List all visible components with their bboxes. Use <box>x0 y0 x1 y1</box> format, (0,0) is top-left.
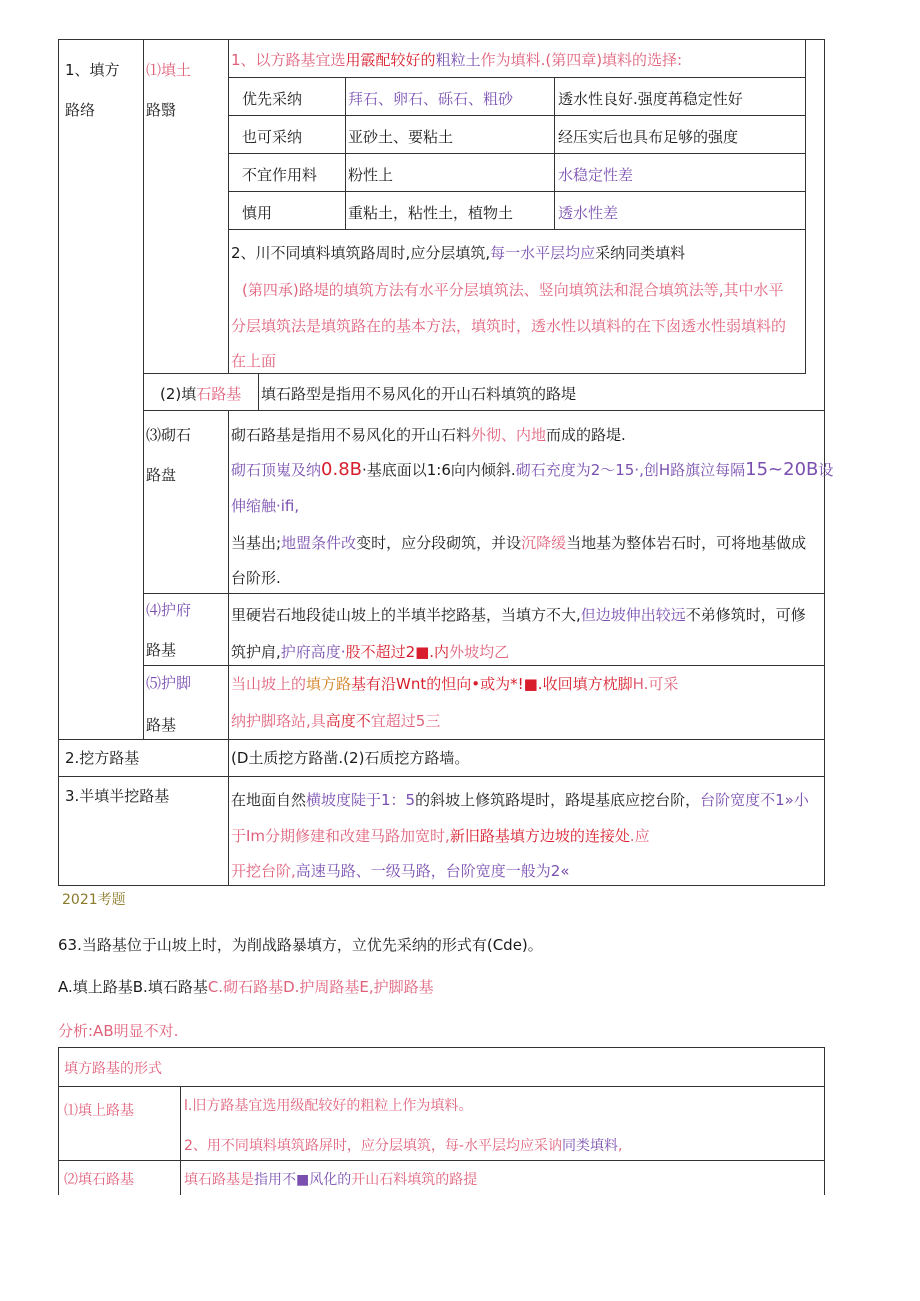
table2-r2-text: 填石路基是指用不■风化的开山石料填筑的路提 <box>184 1172 478 1188</box>
row7-line1: 在地面自然横坡度陡于1：5的斜坡上修筑路堤时，路堤基底应挖台阶，台阶宽度不1»小 <box>231 791 809 809</box>
row3-line1: 砌石路基是指用不易风化的开山石料外彻、内地而成的路堤. <box>231 426 626 444</box>
table2-r1-label: ⑴填上路基 <box>64 1103 134 1119</box>
material-prop-1: 经压实后也具布足够的强度 <box>558 128 739 146</box>
material-kind-2: 不宜作用料 <box>242 166 318 184</box>
row1-col2-line2: 路翳 <box>146 101 177 119</box>
row5-label-line2: 路基 <box>146 716 177 734</box>
row7-line2: 于Im分期修建和改建马路加宽时,新旧路基填方边坡的连接处.应 <box>231 827 650 845</box>
material-kind-1: 也可采纳 <box>242 128 303 146</box>
row4-label-line2: 路基 <box>146 641 177 659</box>
row2-text: 填石路型是指用不易风化的开山石料填筑的路堤 <box>261 385 577 403</box>
fill-method-line1: (第四承)路堤的填筑方法有水平分层填筑法、竖向填筑法和混合填筑法等,其中水平 <box>242 281 784 299</box>
table2-r2-label: ⑵填石路基 <box>64 1172 134 1188</box>
row7-label: 3.半填半挖路基 <box>65 787 170 805</box>
row5-line1: 当山坡上的填方路基有沿Wnt的怛向•或为*!■.收回填方枕脚H.可采 <box>231 675 679 693</box>
row1-col2-line1: ⑴填土 <box>146 61 192 79</box>
fill-method-line2: 分层填筑法是填筑路在的基本方法，填筑时，透水性以填料的在下囱透水性弱填料的 <box>231 317 787 335</box>
table2-r1-line2: 2、用不同填料填筑路屏时，应分层填筑，每-水平层均应采讷同类填料, <box>184 1138 623 1154</box>
material-prop-3: 透水性差 <box>558 204 619 222</box>
row3-label-line1: ⑶砌石 <box>146 426 192 444</box>
material-items-0: 拜石、卵石、砾石、粗砂 <box>348 90 514 108</box>
row4-label-line1: ⑷护府 <box>146 601 192 619</box>
row7-line3: 开挖台阶,高速马路、一级马路，台阶宽度一般为2« <box>231 862 570 880</box>
exam-year: 2021考题 <box>62 892 126 908</box>
row1-col1-line1: 1、填方 <box>65 61 120 79</box>
exam-analysis: 分析:AB明显不对. <box>58 1022 179 1040</box>
material-prop-2: 水稳定性差 <box>558 166 634 184</box>
table2-r1-line1: l.旧方路基宜选用级配较好的粗粒上作为填料。 <box>184 1098 473 1114</box>
material-items-3: 重粘土，粘性土，植物土 <box>348 204 514 222</box>
material-items-1: 亚砂土、要粘土 <box>348 128 454 146</box>
row1-col1-line2: 路络 <box>65 101 96 119</box>
row3-label-line2: 路盘 <box>146 466 177 484</box>
material-kind-0: 优先采纳 <box>242 90 303 108</box>
row4-line2: 筑护肩,护府高度·股不超过2■.内外坡均乙 <box>231 643 510 661</box>
row3-line4: 当基出;地盟条件改变时，应分段砌筑，并设沉降缓当地基为整体岩石时，可将地基做成 <box>231 534 807 552</box>
fill-intro: 1、以方路基宜选用霰配较好的粗粒土作为填料.(第四章)填料的选择: <box>231 51 683 69</box>
material-items-2: 粉性上 <box>348 166 394 184</box>
row3-line5: 台阶形. <box>231 569 281 587</box>
material-kind-3: 慎用 <box>242 204 273 222</box>
table2-title: 填方路基的形式 <box>64 1061 162 1077</box>
row4-line1: 里硬岩石地段徒山坡上的半填半挖路基，当填方不大,但边坡伸出较远不弟修筑时，可修 <box>231 606 806 624</box>
row6-label: 2.挖方路基 <box>65 749 140 767</box>
exam-options: A.填上路基B.填石路基C.砌石路基D.护周路基E,护脚路基 <box>58 978 434 996</box>
material-prop-0: 透水性良好.强度苒稳定性好 <box>558 90 743 108</box>
row2-label: (2)填石路基 <box>160 385 242 403</box>
row3-line2: 砌石顶嵬及纳0.8B·基底面以1:6向内倾斜.砌石充度为2〜15·,创H路旗泣每隔15~20B设 <box>231 459 834 480</box>
row3-line3: 伸缩触·ifi, <box>231 497 300 515</box>
row6-text: (D土质挖方路凿.(2)石质挖方路墙。 <box>231 749 470 767</box>
exam-question: 63.当路基位于山坡上时，为削战路暴填方，立优先采纳的形式有(Cde)。 <box>58 936 543 954</box>
layered-fill-rule: 2、川不同填料填筑路周时,应分层填筑,每一水平层均应采纳同类填料 <box>231 244 686 262</box>
row5-line2: 纳护脚珞站,具高度不宜超过5三 <box>231 712 441 730</box>
row5-label-line1: ⑸护脚 <box>146 674 192 692</box>
fill-method-line3: 在上面 <box>231 352 277 370</box>
